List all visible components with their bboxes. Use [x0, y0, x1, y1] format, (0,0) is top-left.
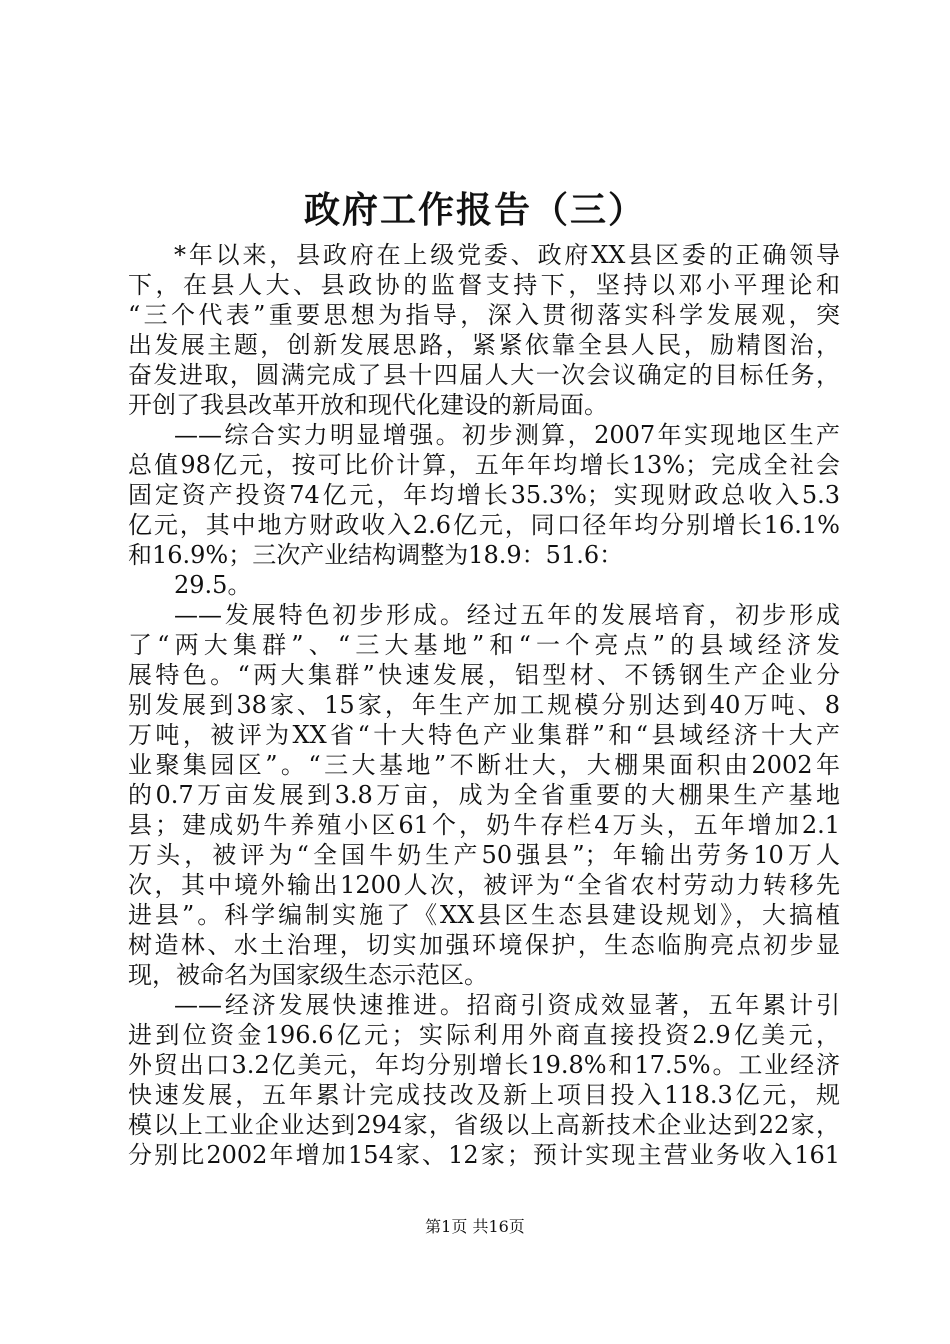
text-line: 模以上工业企业达到294家，省级以上高新技术企业达到22家， [128, 1111, 840, 1139]
text-line: 树造林、水土治理，切实加强环境保护，生态临朐亮点初步显 [128, 931, 840, 959]
text-line: *年以来，县政府在上级党委、政府XX县区委的正确领导 [174, 241, 840, 269]
document-title: 政府工作报告（三） [303, 189, 646, 231]
text-line: 外贸出口3.2亿美元，年均分别增长19.8%和17.5%。工业经济 [128, 1051, 840, 1079]
text-line: 现，被命名为国家级生态示范区。 [128, 961, 488, 989]
text-line: 出发展主题，创新发展思路，紧紧依靠全县人民，励精图治， [128, 331, 840, 359]
text-line: ——经济发展快速推进。招商引资成效显著，五年累计引 [174, 991, 840, 1019]
text-line: “三个代表”重要思想为指导，深入贯彻落实科学发展观，突 [128, 301, 840, 329]
page-footer: 第1页 共16页 [425, 1217, 525, 1236]
text-line: 分别比2002年增加154家、12家；预计实现主营业务收入161 [128, 1141, 840, 1169]
text-line: 业聚集园区”。“三大基地”不断壮大，大棚果面积由2002年 [128, 751, 840, 779]
text-line: ——综合实力明显增强。初步测算，2007年实现地区生产 [174, 421, 840, 449]
text-line: 了“两大集群”、“三大基地”和“一个亮点”的县域经济发 [128, 631, 840, 659]
text-line: 次，其中境外输出1200人次，被评为“全省农村劳动力转移先 [128, 871, 840, 899]
text-line: 总值98亿元，按可比价计算，五年年均增长13%；完成全社会 [128, 451, 840, 479]
document-body [128, 240, 840, 1170]
text-line: 进县”。科学编制实施了《XX县区生态县建设规划》，大搞植 [128, 901, 840, 929]
text-line: 亿元，其中地方财政收入2.6亿元，同口径年均分别增长16.1% [128, 511, 840, 539]
text-line: 开创了我县改革开放和现代化建设的新局面。 [128, 391, 608, 419]
text-line: 的0.7万亩发展到3.8万亩，成为全省重要的大棚果生产基地 [128, 781, 840, 809]
text-line: 万头，被评为“全国牛奶生产50强县”；年输出劳务10万人 [128, 841, 840, 869]
text-line: 固定资产投资74亿元，年均增长35.3%；实现财政总收入5.3 [128, 481, 840, 509]
text-line: 县；建成奶牛养殖小区61个，奶牛存栏4万头，五年增加2.1 [128, 811, 840, 839]
text-line: 和16.9%；三次产业结构调整为18.9：51.6： [128, 541, 624, 569]
text-line: ——发展特色初步形成。经过五年的发展培育，初步形成 [174, 601, 840, 629]
text-line: 进到位资金196.6亿元；实际利用外商直接投资2.9亿美元， [128, 1021, 840, 1049]
text-line: 29.5。 [174, 571, 252, 599]
text-line: 万吨，被评为XX省“十大特色产业集群”和“县域经济十大产 [128, 721, 840, 749]
text-line: 奋发进取，圆满完成了县十四届人大一次会议确定的目标任务， [128, 361, 840, 389]
text-line: 快速发展，五年累计完成技改及新上项目投入118.3亿元，规 [128, 1081, 840, 1109]
text-line: 别发展到38家、15家，年生产加工规模分别达到40万吨、8 [128, 691, 840, 719]
text-line: 下，在县人大、县政协的监督支持下，坚持以邓小平理论和 [128, 271, 840, 299]
text-line: 展特色。“两大集群”快速发展，铝型材、不锈钢生产企业分 [128, 661, 840, 689]
